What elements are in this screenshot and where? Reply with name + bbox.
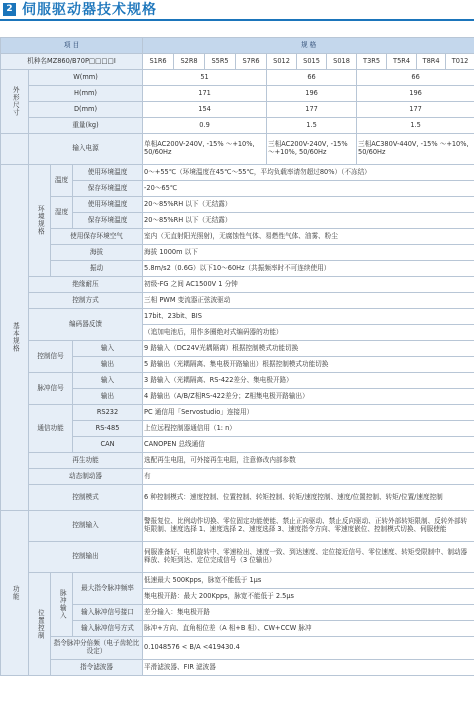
model-cell: T8R4 bbox=[417, 54, 446, 70]
pulse-group: 脉冲输入 bbox=[51, 573, 73, 637]
table-row bbox=[1, 197, 474, 213]
cell: 66 bbox=[357, 70, 474, 86]
row-label: 脉冲信号 bbox=[29, 373, 73, 405]
table-row bbox=[1, 38, 474, 54]
table-row bbox=[1, 309, 474, 325]
row-label: H(mm) bbox=[29, 86, 143, 102]
table-row bbox=[1, 637, 474, 660]
cell: 9 路输入（DC24V光耦隔离）根据控制模式功能切换 bbox=[143, 341, 474, 357]
table-row bbox=[1, 485, 474, 511]
model-cell: S018 bbox=[327, 54, 357, 70]
row-label: 使用环境温度 bbox=[73, 165, 143, 181]
row-label: 使用环境温度 bbox=[73, 197, 143, 213]
cell: 66 bbox=[267, 70, 357, 86]
row-label: 输入脉冲信号方式 bbox=[73, 621, 143, 637]
table-row bbox=[1, 261, 474, 277]
row-label: W(mm) bbox=[29, 70, 143, 86]
cell: 1.5 bbox=[267, 118, 357, 134]
func-group: 功能 bbox=[1, 511, 29, 676]
table-row bbox=[1, 511, 474, 542]
row-label: 保存环境温度 bbox=[73, 181, 143, 197]
table-row bbox=[1, 373, 474, 389]
model-cell: S2R8 bbox=[174, 54, 205, 70]
table-row bbox=[1, 293, 474, 309]
model-cell: S5R5 bbox=[205, 54, 236, 70]
row-label: 重量(kg) bbox=[29, 118, 143, 134]
cell: 0.9 bbox=[143, 118, 267, 134]
cell: PC 通信用「Servostudio」连接用） bbox=[143, 405, 474, 421]
header-rule bbox=[0, 19, 474, 21]
row-label: 振动 bbox=[51, 261, 143, 277]
cell: 有 bbox=[143, 469, 474, 485]
row-label: 绝缘耐压 bbox=[29, 277, 143, 293]
cell bbox=[143, 589, 474, 605]
table-row bbox=[1, 277, 474, 293]
spacer bbox=[1, 134, 29, 165]
cell: 20～85%RH 以下（无结露） bbox=[143, 213, 474, 229]
cell: 4 路输出（A/B/Z相RS-422差分；Z相集电极开路输出） bbox=[143, 389, 474, 405]
row-label: 输出 bbox=[73, 357, 143, 373]
table-row bbox=[1, 453, 474, 469]
spec-table bbox=[0, 37, 474, 676]
section-number: 2 bbox=[3, 3, 16, 16]
model-cell: T012 bbox=[446, 54, 474, 70]
cell: 177 bbox=[267, 102, 357, 118]
cell: 初级-FG 之间 AC1500V 1 分钟 bbox=[143, 277, 474, 293]
table-row bbox=[1, 357, 474, 373]
cell: 17bit、23bit、BIS bbox=[143, 309, 474, 325]
table-row bbox=[1, 102, 474, 118]
row-label: 输入 bbox=[73, 341, 143, 357]
table-row bbox=[1, 229, 474, 245]
row-label: 通信功能 bbox=[29, 405, 73, 453]
row-label: 控制信号 bbox=[29, 341, 73, 373]
cell: 154 bbox=[143, 102, 267, 118]
row-label: 输入电源 bbox=[29, 134, 143, 165]
table-row bbox=[1, 542, 474, 573]
row-label: D(mm) bbox=[29, 102, 143, 118]
model-label: 机种名MZ860/B70P□□□□I bbox=[1, 54, 143, 70]
cell: 3 路输入（光耦隔离、RS-422差分、集电极开路） bbox=[143, 373, 474, 389]
cell: -20～65℃ bbox=[143, 181, 474, 197]
row-label: 控制输入 bbox=[29, 511, 143, 542]
cell: 6 种控制模式：速度控制、位置控制、转矩控制、转矩/速度控制、速度/位置控制、转矩/位置/速度控制 bbox=[143, 485, 474, 511]
table-row bbox=[1, 54, 474, 70]
cell: 1.5 bbox=[357, 118, 474, 134]
cell: 196 bbox=[267, 86, 357, 102]
humidity-label: 湿度 bbox=[51, 197, 73, 229]
table-row bbox=[1, 165, 474, 181]
cell: 低速最大 500Kpps，脉宽不能低于 1μs bbox=[143, 573, 474, 589]
table-row bbox=[1, 421, 474, 437]
row-label: 再生功能 bbox=[29, 453, 143, 469]
row-label: RS-485 bbox=[73, 421, 143, 437]
model-cell: S015 bbox=[297, 54, 327, 70]
table-row bbox=[1, 405, 474, 421]
cell: 177 bbox=[357, 102, 474, 118]
spec-header: 规 格 bbox=[143, 38, 474, 54]
row-label: 使用保存环境空气 bbox=[51, 229, 143, 245]
env-group: 环境规格 bbox=[29, 165, 51, 277]
table-row bbox=[1, 181, 474, 197]
cell: 三相 PWM 变流器正弦波驱动 bbox=[143, 293, 474, 309]
row-label: 输入脉冲信号接口 bbox=[73, 605, 143, 621]
cell: 警报复位、比例动作切换、零位固定功能使能、禁止正向驱动、禁止反向驱动、正转外部转矩限制、反转外部转矩限制、速度选择 1、速度选择 2、速度选择 3、速度指令方向、零速度嵌位、控制模式切换、伺服使能 bbox=[143, 511, 474, 542]
cell-value: 最大 200Kpps，脉宽不能低于 2.5μs bbox=[183, 591, 294, 600]
pos-group: 位置控制 bbox=[29, 573, 51, 676]
row-label: CAN bbox=[73, 437, 143, 453]
table-row bbox=[1, 70, 474, 86]
cell: 三相AC200V-240V, -15% ～+10%, 50/60Hz bbox=[267, 134, 357, 165]
cell: 0.1048576 < B/A <419430.4 bbox=[143, 637, 474, 660]
cell: 差分输入：集电极开路 bbox=[143, 605, 474, 621]
cell: 单相AC200V-240V, -15% ～+10%, 50/60Hz bbox=[143, 134, 267, 165]
table-row bbox=[1, 118, 474, 134]
row-label: 控制模式 bbox=[29, 485, 143, 511]
row-label: 输入 bbox=[73, 373, 143, 389]
model-cell: S012 bbox=[267, 54, 297, 70]
temp-label: 温度 bbox=[51, 165, 73, 197]
cell: 51 bbox=[143, 70, 267, 86]
row-label: RS232 bbox=[73, 405, 143, 421]
section-header bbox=[0, 0, 474, 20]
basic-group: 基本规格 bbox=[1, 165, 29, 511]
table-row bbox=[1, 245, 474, 261]
row-label: 动态制动器 bbox=[29, 469, 143, 485]
cell: 选配再生电阻，可外接再生电阻，注意修改内部参数 bbox=[143, 453, 474, 469]
cell: 171 bbox=[143, 86, 267, 102]
row-label: 保存环境温度 bbox=[73, 213, 143, 229]
cell: 平滑滤波器、FIR 滤波器 bbox=[143, 660, 474, 676]
table-row bbox=[1, 389, 474, 405]
table-row bbox=[1, 469, 474, 485]
cell: 三相AC380V-440V, -15% ～+10%, 50/60Hz bbox=[357, 134, 474, 165]
cell: 196 bbox=[357, 86, 474, 102]
cell: 0～+55℃（环境温度在45℃～55℃，平均负载率请勿超过80%）（不冻结） bbox=[143, 165, 474, 181]
table-row bbox=[1, 573, 474, 589]
row-label: 控制输出 bbox=[29, 542, 143, 573]
dims-group: 外形尺寸 bbox=[1, 70, 29, 134]
row-label: 输出 bbox=[73, 389, 143, 405]
model-cell: T5R4 bbox=[387, 54, 417, 70]
cell: 20～85%RH 以下（无结露） bbox=[143, 197, 474, 213]
cell-prefix: 集电极开路： bbox=[144, 591, 184, 600]
table-row bbox=[1, 621, 474, 637]
table-row bbox=[1, 213, 474, 229]
table-row bbox=[1, 134, 474, 165]
table-row bbox=[1, 341, 474, 357]
cell: （追加电池后，用作多圈绝对式编码器的功能） bbox=[143, 325, 474, 341]
cell: 伺服准备好、电机旋转中、零速检出、速度一致、到达速度、定位接近信号、零位速度、转矩受限制中、制动器释放、转矩到达、定位完成信号（3 位输出） bbox=[143, 542, 474, 573]
cell: 室内（无直射阳光照射)，无腐蚀性气体、易燃性气体、油雾、粉尘 bbox=[143, 229, 474, 245]
cell: 脉冲+方向、直角相位差（A 相+B 相）、CW+CCW 脉冲 bbox=[143, 621, 474, 637]
row-label: 编码器反馈 bbox=[29, 309, 143, 341]
cell: 上位远程控制器通信用（1: n） bbox=[143, 421, 474, 437]
cell: CANOPEN 总线通信 bbox=[143, 437, 474, 453]
model-cell: S1R6 bbox=[143, 54, 174, 70]
row-label: 控制方式 bbox=[29, 293, 143, 309]
model-cell: S7R6 bbox=[236, 54, 267, 70]
cell: 5 路输出（光耦隔离、集电极开路输出）根据控制模式功能切换 bbox=[143, 357, 474, 373]
table-row bbox=[1, 86, 474, 102]
page-title: 伺服驱动器技术规格 bbox=[22, 2, 157, 18]
row-label: 海拔 bbox=[51, 245, 143, 261]
cell: 5.8m/s2（0.6G）以下10～60Hz（共振频率时不可连续使用） bbox=[143, 261, 474, 277]
item-header: 项 目 bbox=[1, 38, 143, 54]
row-label: 指令滤波器 bbox=[51, 660, 143, 676]
table-row bbox=[1, 437, 474, 453]
cell: 海拔 1000m 以下 bbox=[143, 245, 474, 261]
row-label: 指令脉冲分倍频（电子齿轮比设定） bbox=[51, 637, 143, 660]
row-label: 最大指令脉冲频率 bbox=[73, 573, 143, 605]
table-row bbox=[1, 605, 474, 621]
model-cell: T3R5 bbox=[357, 54, 387, 70]
table-row bbox=[1, 660, 474, 676]
